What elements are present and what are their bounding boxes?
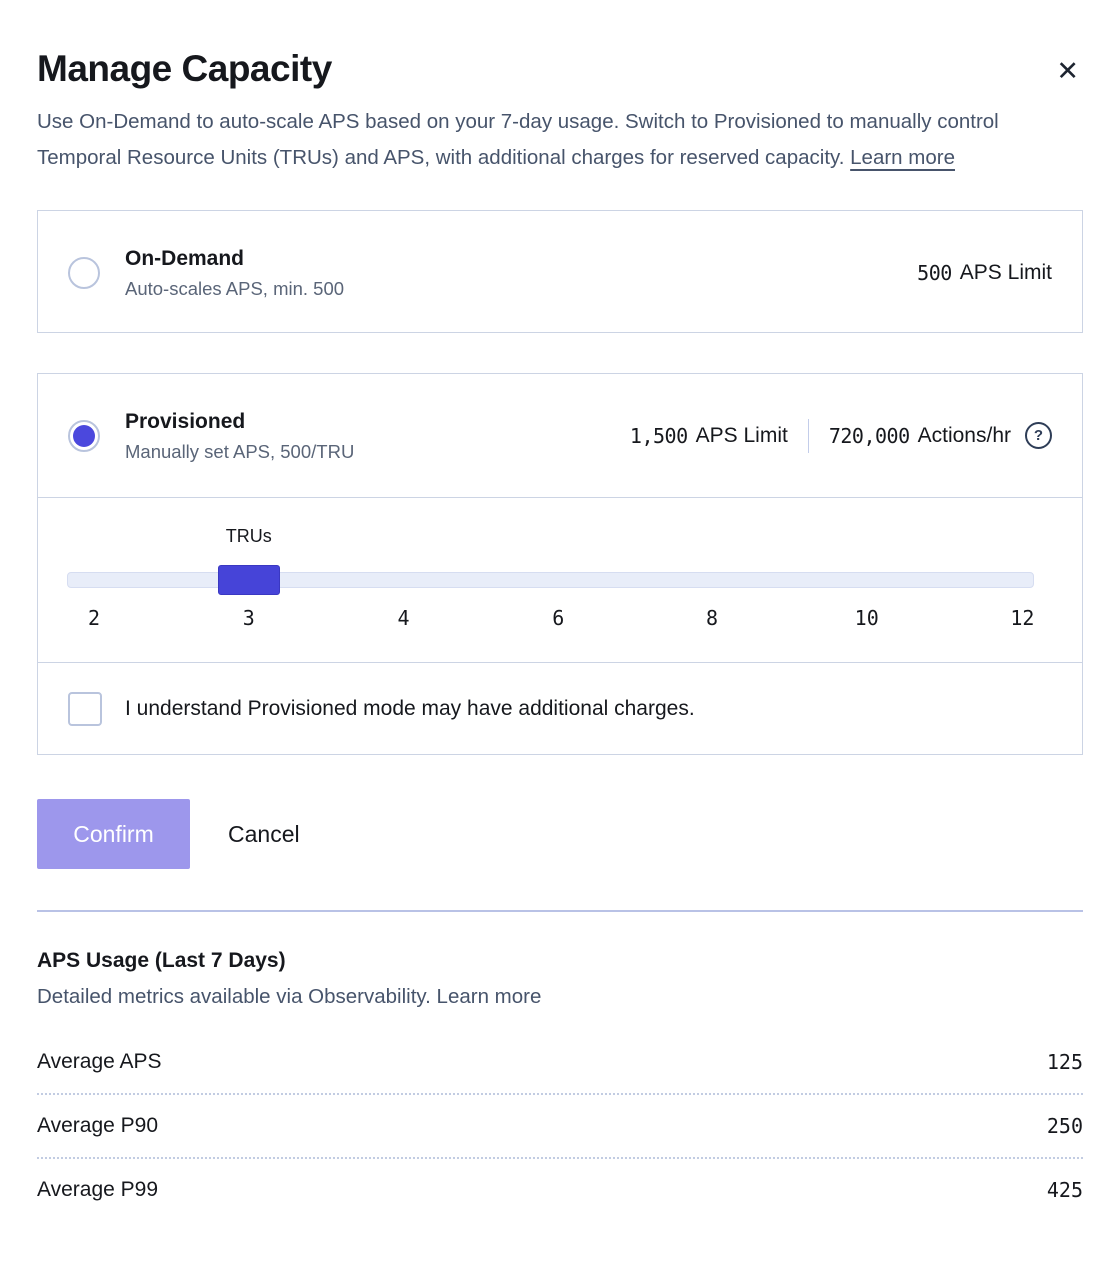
close-icon[interactable]: ✕ — [1052, 54, 1083, 89]
learn-more-link[interactable]: Learn more — [850, 146, 955, 169]
provisioned-aps-value: 1,500 — [629, 423, 688, 448]
provisioned-card — [37, 373, 1083, 755]
dialog-description — [37, 104, 1083, 176]
table-row — [37, 1093, 1083, 1157]
provisioned-subtitle: Manually set APS, 500/TRU — [125, 440, 355, 462]
metric-label: Average APS — [37, 1050, 162, 1073]
provisioned-stats — [630, 419, 1052, 453]
slider-tick: 3 — [242, 606, 255, 630]
on-demand-card[interactable] — [37, 210, 1083, 333]
acknowledgement-label: I understand Provisioned mode may have additional charges. — [125, 696, 695, 720]
usage-section-title: APS Usage (Last 7 Days) — [37, 949, 286, 972]
on-demand-text — [125, 245, 344, 299]
usage-subtitle-text: Detailed metrics available via Observability. — [37, 985, 431, 1008]
table-row — [37, 1157, 1083, 1221]
confirm-button[interactable]: Confirm — [37, 799, 190, 869]
metric-label: Average P99 — [37, 1178, 159, 1201]
slider-track[interactable] — [67, 572, 1034, 588]
provisioned-actions-unit: Actions/hr — [917, 423, 1011, 447]
slider-tick: 2 — [88, 606, 101, 630]
slider-label: TRUs — [225, 526, 272, 546]
on-demand-subtitle: Auto-scales APS, min. 500 — [125, 277, 345, 299]
on-demand-aps-value: 500 — [917, 260, 952, 285]
action-buttons — [37, 799, 1083, 869]
on-demand-limit — [917, 261, 1052, 285]
provisioned-text — [125, 408, 354, 462]
cancel-button[interactable]: Cancel — [228, 820, 300, 847]
provisioned-aps-unit: APS Limit — [695, 423, 788, 447]
provisioned-row[interactable] — [38, 374, 1082, 497]
provisioned-actions-value: 720,000 — [828, 423, 910, 448]
radio-dot — [73, 425, 95, 447]
section-divider — [37, 910, 1083, 912]
tru-slider — [67, 498, 1034, 662]
tru-slider-section — [38, 497, 1082, 662]
on-demand-radio[interactable] — [68, 257, 100, 289]
metric-value: 125 — [1046, 1050, 1083, 1074]
provisioned-title: Provisioned — [125, 410, 246, 434]
on-demand-title: On-Demand — [125, 247, 245, 271]
page-title: Manage Capacity — [37, 48, 332, 89]
metric-value: 250 — [1046, 1114, 1083, 1138]
usage-section-subtitle — [37, 985, 1083, 1009]
metric-label: Average P90 — [37, 1114, 159, 1137]
dialog-header — [37, 48, 1083, 90]
slider-handle[interactable] — [218, 565, 280, 595]
table-row — [37, 1031, 1083, 1093]
acknowledgement-row — [38, 662, 1082, 754]
on-demand-row — [38, 211, 1082, 334]
stat-divider — [808, 419, 809, 453]
metric-value: 425 — [1046, 1178, 1083, 1202]
slider-tick: 4 — [397, 606, 410, 630]
description-text: Use On-Demand to auto-scale APS based on your 7-day usage. Switch to Provisioned to manually control Temporal Resource Units (TRUs) and APS, with additional charges for reserved capacity. — [37, 110, 999, 169]
slider-tick: 8 — [705, 606, 719, 630]
slider-tick: 12 — [1010, 606, 1035, 630]
usage-learn-more-link[interactable]: Learn more — [436, 985, 542, 1008]
provisioned-radio[interactable] — [68, 420, 100, 452]
slider-tick: 10 — [854, 606, 879, 630]
slider-tick: 6 — [552, 606, 565, 630]
slider-ticks — [67, 606, 1034, 636]
manage-capacity-dialog — [0, 48, 1120, 1221]
acknowledgement-checkbox[interactable] — [68, 692, 102, 726]
help-icon[interactable]: ? — [1025, 422, 1052, 449]
usage-metrics-table — [37, 1031, 1083, 1221]
on-demand-aps-unit: APS Limit — [959, 260, 1052, 284]
